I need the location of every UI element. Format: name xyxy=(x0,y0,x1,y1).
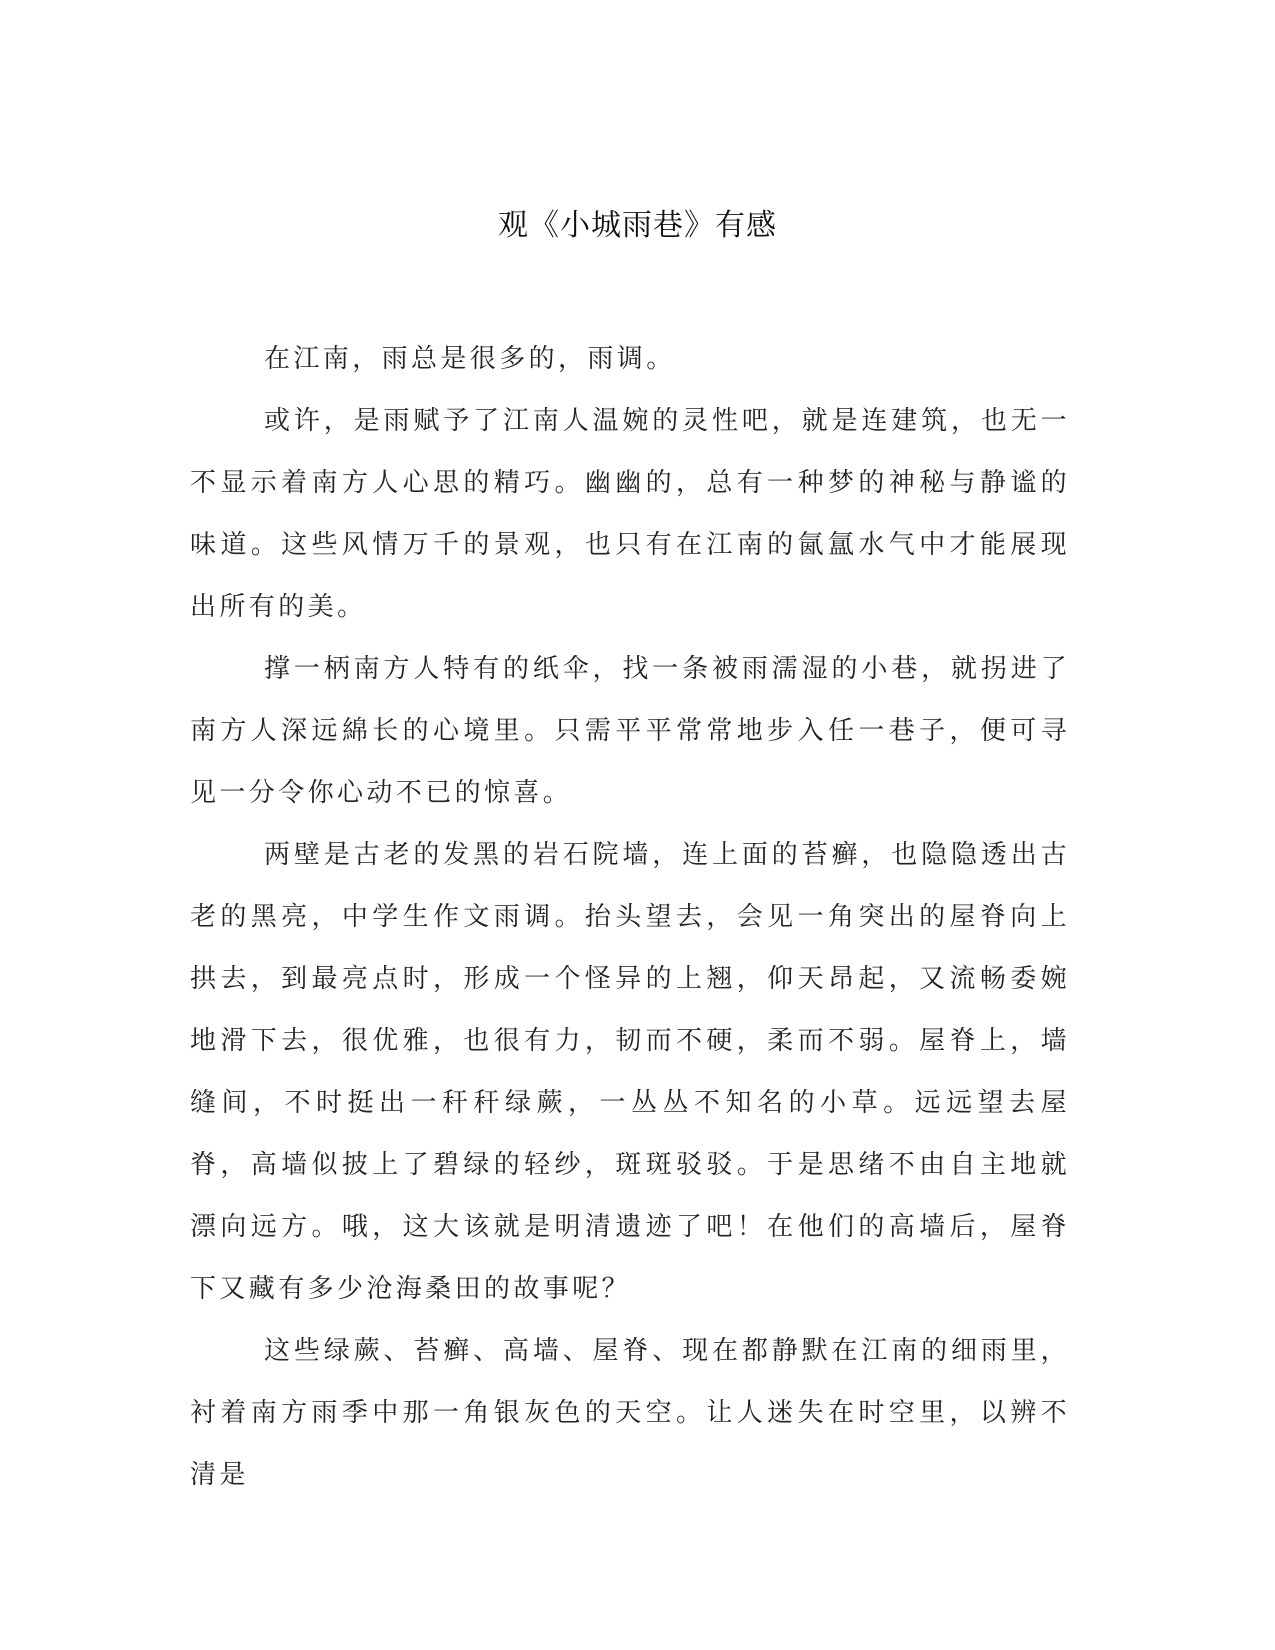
document-body xyxy=(190,328,1070,1506)
paragraph-3: 撑一柄南方人特有的纸伞，找一条被雨濡湿的小巷，就拐进了南方人深远綿长的心境里。只需平平常常地步入任一巷子，便可寻见一分令你心动不已的惊喜。 xyxy=(190,654,1070,808)
paragraph-1: 在江南，雨总是很多的，雨调。 xyxy=(264,344,676,374)
paragraph-2: 或许，是雨赋予了江南人温婉的灵性吧，就是连建筑，也无一不显示着南方人心思的精巧。幽幽的，总有一种梦的神秘与静谧的味道。这些风情万千的景观，也只有在江南的氤氲水气中才能展现出所有的美。 xyxy=(190,406,1070,622)
paragraph-4: 两壁是古老的发黑的岩石院墙，连上面的苔癣，也隐隐透出古老的黑亮，中学生作文雨调。抬头望去，会见一角突出的屋脊向上拱去，到最亮点时，形成一个怪异的上翘，仰天昂起，又流畅委婉地滑下去，很优雅，也很有力，韧而不硬，柔而不弱。屋脊上，墙缝间，不时挺出一秆秆绿蕨，一丛丛不知名的小草。远远望去屋脊，高墙似披上了碧绿的轻纱，斑斑驳驳。于是思绪不由自主地就漂向远方。哦，这大该就是明清遗迹了吧！在他们的高墙后，屋脊下又藏有多少沧海桑田的故事呢？ xyxy=(190,840,1070,1304)
document-title: 观《小城雨巷》有感 xyxy=(498,208,777,243)
paragraph-5: 这些绿蕨、苔癣、高墙、屋脊、现在都静默在江南的细雨里，衬着南方雨季中那一角银灰色的天空。让人迷失在时空里，以辨不清是 xyxy=(190,1336,1070,1490)
